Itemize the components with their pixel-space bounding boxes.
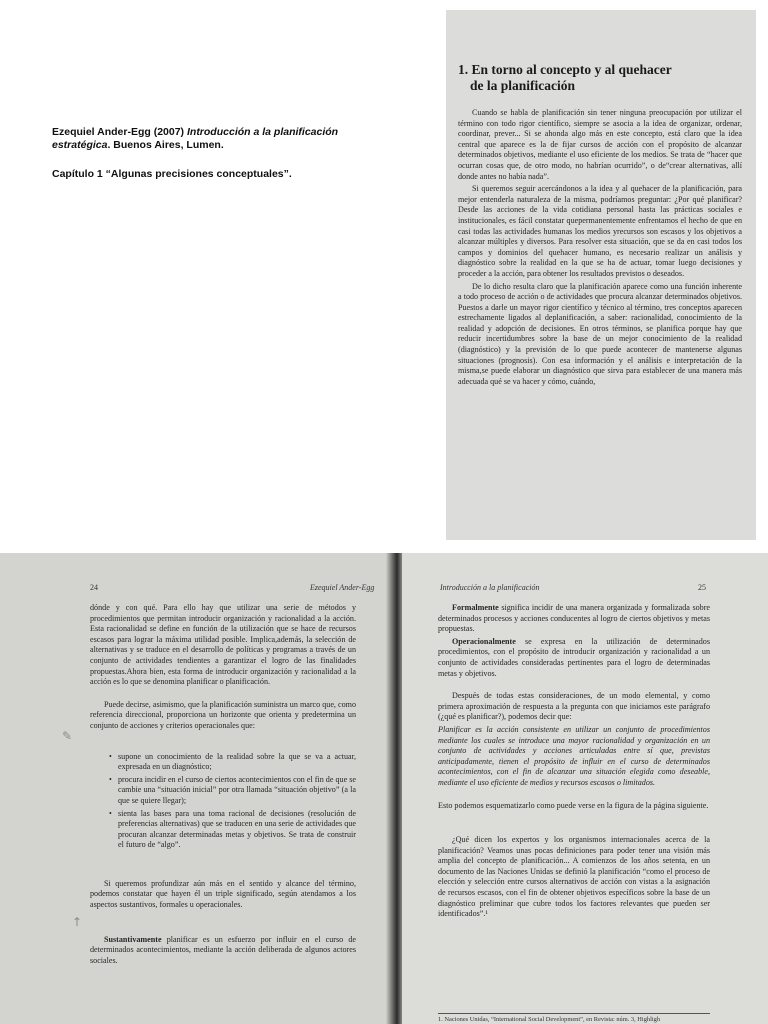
pencil-mark-icon: ✎ — [62, 729, 73, 743]
chapter-title-line2: de la planificación — [470, 78, 576, 93]
citation-block — [52, 126, 382, 197]
term-formalmente: Formalmente — [452, 603, 499, 612]
chapter-title-line1: 1. En torno al concepto y al quehacer — [458, 62, 672, 77]
right-page-body — [438, 603, 710, 922]
citation-title: Introducción a la planificación estratégica — [52, 126, 339, 151]
paragraph — [438, 603, 710, 635]
list-item: • procura incidir en el curso de ciertos acontecimientos con el fin de que se cambie una “situación inicial” por otra llamada “situación objetivo” (a la que se quiere llegar); — [118, 775, 356, 807]
citation-publisher: . Buenos Aires, Lumen. — [107, 139, 224, 151]
paragraph — [438, 637, 710, 679]
page-number: 25 — [698, 583, 706, 592]
paragraph-text: planificar es un esfuerzo por influir en el curso de determinados acontecimientos, mediante la acción deliberada de algunos actores sociales. — [90, 934, 356, 965]
scanned-page-top — [446, 10, 756, 540]
citation-reference — [52, 126, 382, 152]
citation-chapter: Capítulo 1 “Algunas precisiones conceptuales”. — [52, 168, 292, 180]
paragraph — [90, 935, 356, 967]
list-item: • sienta las bases para una toma racional de decisiones (resolución de preferencias alternativas) que se traducen en una serie de actividades que procuran alcanzar determinadas metas y objetivos. Se trata de construir el futuro de “algo”. — [118, 809, 356, 851]
term-sustantivamente: Sustantivamente — [104, 934, 162, 944]
page-number: 24 — [90, 583, 98, 592]
paragraph: Cuando se habla de planificación sin tener ninguna preocupación por utilizar el término con todo rigor científico, siempre se asocia a la idea de organizar, ordenar, coordinar, prever... Si se ahonda algo más en este concepto, está claro que la idea central que aparece es la de fijar cursos de acción con el propósito de alcanzar determinados objetivos, mediante el uso eficiente de los medios. Se trata de “hacer que ocurran cosas que, de otro modo, no habrían ocurrido”, o de“crear alternativas, allí donde antes no había nada”. — [458, 108, 742, 181]
footnote: 1. Naciones Unidas, “International Social Development”, en Revista: núm. 3, Highligh — [438, 1013, 710, 1023]
paragraph-text: se expresa en la utilización de determinados procedimientos, con el propósito de introducir organización y racionalidad a un conjunto de actividades consideradas pertinentes para el logro de determinadas metas y objetivos. — [438, 636, 710, 678]
paragraph-text: significa incidir de una manera organizada y formalizada sobre determinados procesos y acciones conducentes al logro de ciertos objetivos y metas propuestas. — [438, 603, 710, 634]
scanned-page-right — [402, 553, 768, 1024]
top-page-body — [458, 108, 742, 389]
bullet-list — [90, 752, 356, 851]
running-head: Introducción a la planificación — [440, 583, 540, 592]
pencil-arrow-icon: ↑ — [72, 915, 83, 929]
list-item: • supone un conocimiento de la realidad sobre la que se va a actuar, expresada en un diagnóstico; — [118, 752, 356, 773]
paragraph: Después de todas estas consideraciones, de un modo elemental, y como primera aproximación de respuesta a la pregunta con que iniciamos este parágrafo (¿qué es planificar?), podemos decir que: — [438, 691, 710, 722]
paragraph: ¿Qué dicen los expertos y los organismos internacionales acerca de la planificación? Veamos unas pocas definiciones para poder tener una visión más amplia del concepto de planificación... A comienzos de los años setenta, en un documento de las Naciones Unidas se definió la planificación “como el proceso de elección y selección entre cursos alternativos de acción con vistas a la asignación de recursos escasos, con el fin de obtener objetivos específicos sobre la base de un diagnóstico preliminar que cubre todos los factores relevantes que pueden ser identificados”.¹ — [438, 835, 710, 919]
scanned-page-left — [0, 553, 395, 1024]
paragraph: Puede decirse, asimismo, que la planificación suministra un marco que, como referencia direccional, proporciona un horizonte que orienta y predetermina un conjunto de acciones y criterios operacionales que: — [90, 699, 356, 730]
running-head: Ezequiel Ander-Egg — [310, 583, 375, 592]
paragraph: Si queremos profundizar aún más en el sentido y alcance del término, podemos constatar que hayen él un triple significado, según atendamos a los aspectos sustantivos, formales u operacionales. — [90, 878, 356, 910]
left-page-body — [90, 603, 356, 968]
paragraph: De lo dicho resulta claro que la planificación aparece como una función inherente a todo proceso de acción o de actividades que procura alcanzar determinados objetivos. Puestos a darle un mayor rigor científico y técnico al término, tres conceptos aparecen estrechamente ligados al deplanificación, a saber: racionalidad, conocimiento de la realidad y adopción de decisiones. En otros términos, se planifica porque hay que reducir incertidumbres sobre la base de un mejor conocimiento de la realidad (diagnóstico) y la previsión de lo que puede acontecer de mantenerse algunas situaciones (prognosis). Con esa información y el análisis e interpretación de la misma,se puede elaborar un diagnóstico que sirva para establecer de una manera más adecuada qué se va hacer y cómo, cuándo, — [458, 281, 742, 386]
citation-author-year: Ezequiel Ander-Egg (2007) — [52, 126, 187, 138]
chapter-title — [458, 62, 738, 94]
paragraph: Si queremos seguir acercándonos a la idea y al quehacer de la planificación, para mejor entenderla naturaleza de la misma, podríamos preguntar: ¿Por qué planificar? Desde las acciones de la vida cotidiana personal hasta las prácticas sociales e institucionales, es fácil constatar quepermanentemente enfrentamos el hecho de que en casi todas las actividades humanas los medios yrecursos son escasos y los objetivos a alcanzar múltiples y diversos. Para resolver esta situación, que se da en casi todos los campos y dominios del quehacer humano, es necesario realizar un análisis y diagnóstico sobre la realidad en la que se ha de actuar, tomar luego decisiones y proceder a la acción, para obtener los resultados previstos o deseados. — [458, 184, 742, 278]
paragraph: Esto podemos esquematizarlo como puede verse en la figura de la página siguiente. — [438, 800, 709, 810]
term-operacionalmente: Operacionalmente — [452, 636, 516, 646]
paragraph: dónde y con qué. Para ello hay que utilizar una serie de métodos y procedimientos que permitan introducir organización y racionalidad a la acción. Esta racionalidad se define en función de la utilización que se hace de recursos escasos para lograr la máxima utilidad posible. Implica,además, la selección de alternativas y se traduce en el desarrollo de políticas y programas a través de un conjunto de actividades tendientes a garantizar el logro de las finalidades propuestas.Ahora bien, esta forma de introducir organización y racionalidad a la acción es lo que se denomina planificar o planificación. — [90, 603, 356, 687]
definition-quote: Planificar es la acción consistente en utilizar un conjunto de procedimientos mediante los cuales se introduce una mayor racionalidad y organización en un conjunto de actividades y acciones articuladas entre sí que, previstas anticipadamente, tienen el propósito de influir en el curso de determinados acontecimientos, con el fin de alcanzar una situación elegida como deseable, mediante el uso eficiente de medios y recursos escasos o limitados. — [438, 724, 710, 787]
